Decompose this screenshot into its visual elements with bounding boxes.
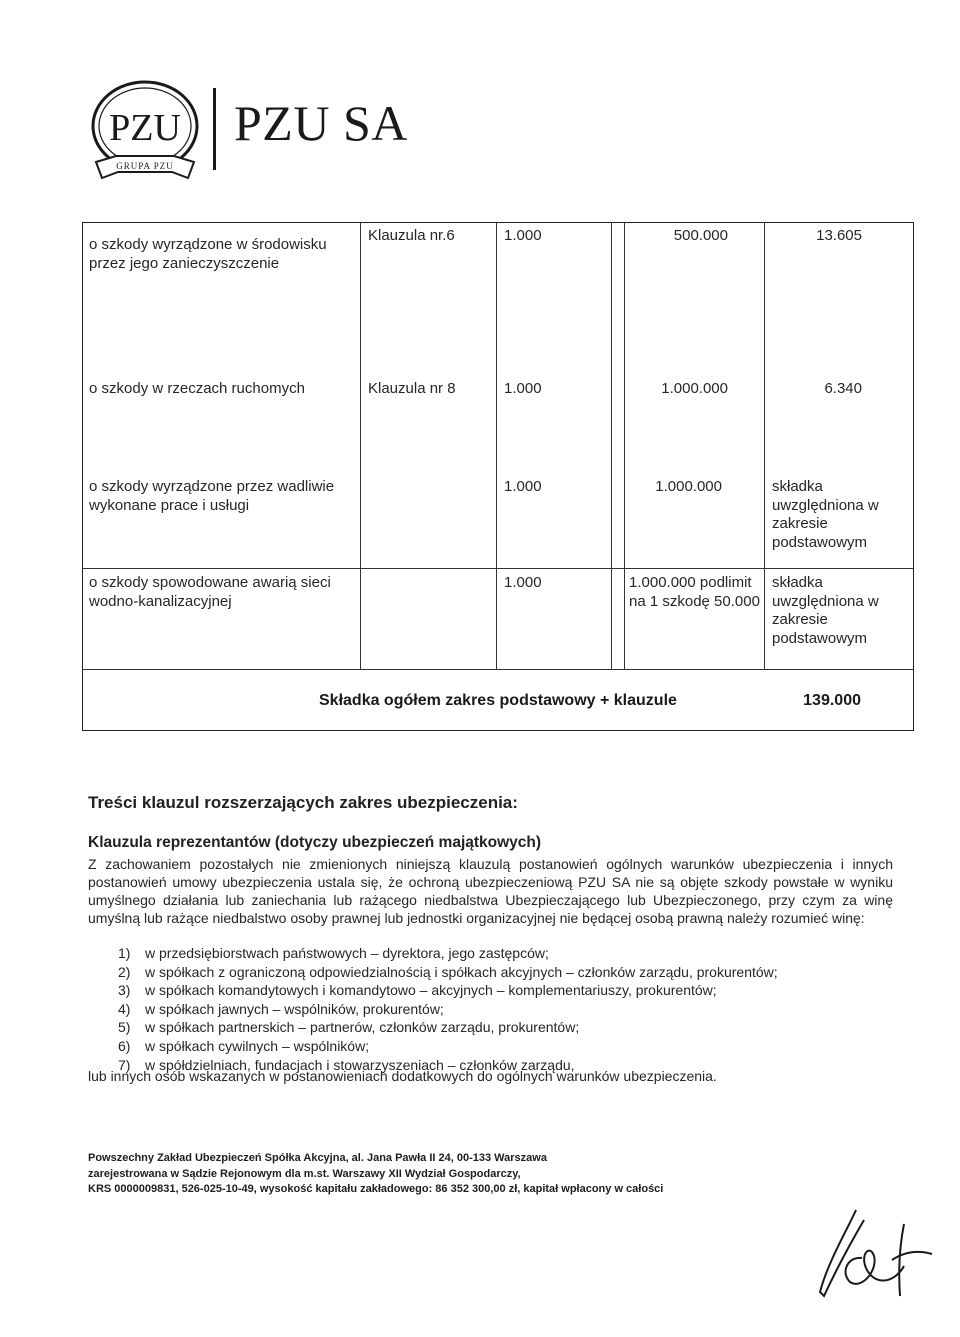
svg-text:GRUPA PZU: GRUPA PZU bbox=[116, 161, 174, 171]
svg-text:PZU: PZU bbox=[109, 107, 181, 149]
list-item-text: w spółkach komandytowych i komandytowo – akcyjnych – komplementariuszy, prokurentów; bbox=[145, 982, 717, 999]
list-item bbox=[88, 981, 778, 1000]
footer-line: zarejestrowana w Sądzie Rejonowym dla m.st. Warszawy XII Wydział Gospodarczy, bbox=[88, 1167, 521, 1180]
clause-title: Klauzula reprezentantów (dotyczy ubezpieczeń majątkowych) bbox=[88, 834, 542, 851]
table-column-divider bbox=[496, 223, 497, 669]
list-item-number: 5) bbox=[118, 1019, 131, 1036]
row-description: o szkody wyrządzone w środowisku przez jego zanieczyszczenie bbox=[89, 236, 327, 272]
table-column-divider bbox=[624, 223, 625, 669]
list-item-text: w spółkach cywilnych – wspólników; bbox=[145, 1037, 370, 1054]
row-premium: 6.340 bbox=[824, 380, 862, 397]
footer-line: Powszechny Zakład Ubezpieczeń Spółka Akcyjna, al. Jana Pawła II 24, 00-133 Warszawa bbox=[88, 1152, 547, 1164]
list-item-number: 2) bbox=[118, 963, 131, 980]
table-row-divider bbox=[83, 568, 913, 569]
list-item-text: w spółdzielniach, fundacjach i stowarzyszeniach – członków zarządu, bbox=[145, 1056, 575, 1073]
company-footer bbox=[88, 1151, 663, 1198]
total-premium-value: 139.000 bbox=[803, 692, 861, 709]
row-clause: Klauzula nr 8 bbox=[368, 380, 456, 397]
list-item-text: w spółkach partnerskich – partnerów, członków zarządu, prokurentów; bbox=[145, 1019, 580, 1036]
row-sum-insured: 1.000.000 podlimit na 1 szkodę 50.000 bbox=[629, 574, 760, 610]
row-deductible: 1.000 bbox=[504, 380, 542, 397]
row-premium: składka uwzględniona w zakresie podstawowym bbox=[772, 574, 879, 647]
list-item-text: w przedsiębiorstwach państwowych – dyrektora, jego zastępców; bbox=[145, 945, 549, 961]
list-item-number: 6) bbox=[118, 1037, 131, 1054]
brand-name: PZU SA bbox=[234, 95, 408, 151]
signature-icon bbox=[808, 1196, 938, 1302]
row-clause: Klauzula nr.6 bbox=[368, 227, 455, 244]
row-description: o szkody spowodowane awarią sieci wodno-kanalizacyjnej bbox=[89, 574, 331, 610]
table-column-divider bbox=[360, 223, 361, 669]
row-premium: 13.605 bbox=[816, 227, 862, 244]
list-item-text: w spółkach jawnych – wspólników, prokurentów; bbox=[145, 1000, 444, 1017]
list-item-number: 3) bbox=[118, 982, 131, 999]
row-deductible: 1.000 bbox=[504, 227, 542, 244]
clause-closing: lub innych osób wskazanych w postanowieniach dodatkowych do ogólnych warunków ubezpieczenia. bbox=[88, 1068, 717, 1084]
logo-separator bbox=[213, 88, 216, 170]
list-item bbox=[88, 963, 778, 982]
row-sum-insured: 1.000.000 bbox=[661, 380, 728, 397]
row-description: o szkody w rzeczach ruchomych bbox=[89, 380, 305, 397]
list-item-number: 7) bbox=[118, 1056, 131, 1073]
coverage-table bbox=[82, 222, 914, 731]
row-sum-insured: 500.000 bbox=[673, 227, 728, 244]
table-row-divider bbox=[83, 669, 913, 670]
pzu-logo bbox=[86, 76, 204, 188]
list-item bbox=[88, 1018, 778, 1037]
table-column-divider bbox=[611, 223, 612, 669]
row-deductible: 1.000 bbox=[504, 478, 542, 495]
list-item-text: w spółkach z ograniczoną odpowiedzialnością i spółkach akcyjnych – członków zarządu, prokurentów; bbox=[145, 963, 778, 980]
footer-line: KRS 0000009831, 526-025-10-49, wysokość kapitału zakładowego: 86 352 300,00 zł, kapitał wpłacony w całości bbox=[88, 1183, 664, 1195]
list-item-number: 1) bbox=[118, 945, 131, 961]
list-item bbox=[88, 1037, 778, 1056]
total-premium-label: Składka ogółem zakres podstawowy + klauzule bbox=[319, 692, 677, 709]
row-deductible: 1.000 bbox=[504, 574, 542, 591]
clause-body: Z zachowaniem pozostałych nie zmienionych niniejszą klauzulą postanowień ogólnych warunków ubezpieczenia i innych postanowień umowy ubezpieczenia ustala się, że ochroną ubezpieczeniową PZU SA nie są objęte szkody powstałe w wyniku umyślnego działania lub zaniechania lub rażącego niedbalstwa Ubezpieczającego lub Ubezpieczonego, przy czym za winę umyślną lub rażące niedbalstwo osoby prawnej lub jednostki organizacyjnej nie będącej osobą prawną należy rozumieć winę: bbox=[88, 856, 893, 926]
clause-list bbox=[88, 944, 778, 1074]
row-description: o szkody wyrządzone przez wadliwie wykonane prace i usługi bbox=[89, 478, 335, 514]
list-item bbox=[88, 1000, 778, 1019]
row-premium: składka uwzględniona w zakresie podstawowym bbox=[772, 478, 879, 551]
list-item-number: 4) bbox=[118, 1000, 131, 1017]
section-heading: Treści klauzul rozszerzających zakres ubezpieczenia: bbox=[88, 793, 518, 812]
row-sum-insured: 1.000.000 bbox=[655, 478, 722, 495]
list-item bbox=[88, 944, 778, 963]
